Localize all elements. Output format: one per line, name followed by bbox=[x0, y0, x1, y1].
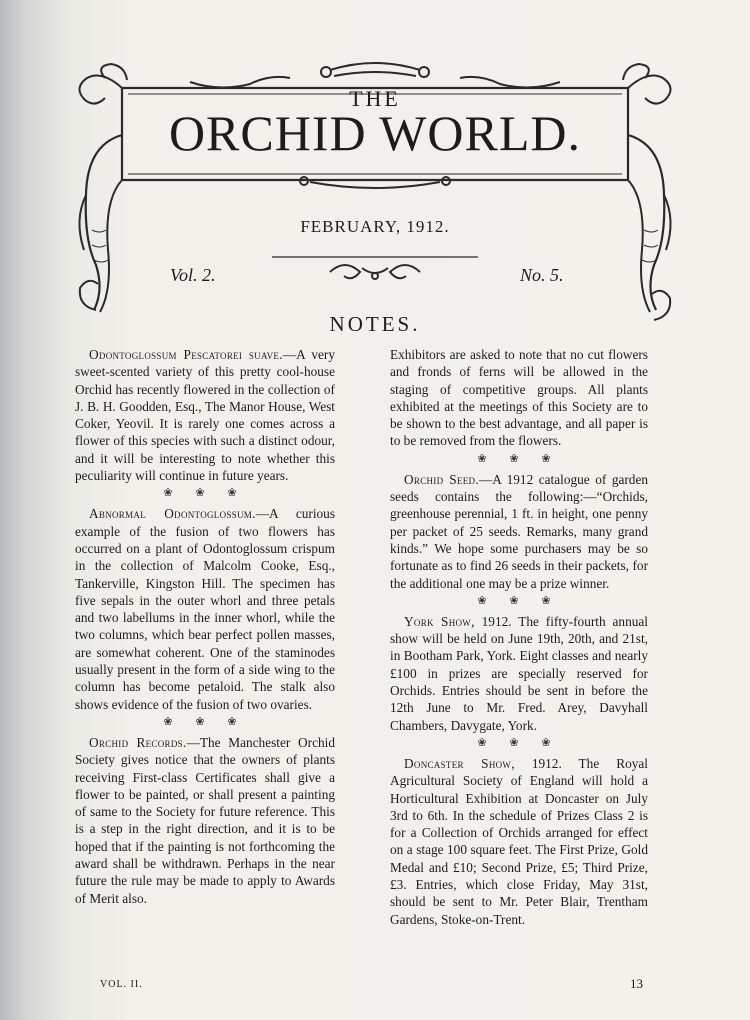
note-lead: Abnormal Odontoglossum. bbox=[89, 506, 256, 522]
note-body: —A 1912 catalogue of garden seeds contains the following:—“Orchids, greenhouse perennial, 1 ft. in height, one penny per packet of 25 seeds. Remarks, many grand kinds.” We hope some purchasers may be so fortunate as to find 26 seeds in their packets, for the additional one may be a prize winner. bbox=[390, 471, 648, 591]
right-column bbox=[390, 346, 648, 928]
note-lead: Orchid Seed. bbox=[404, 471, 479, 487]
note-lead: Doncaster Show, bbox=[404, 755, 515, 771]
section-ornament: ❀ ❀ ❀ bbox=[477, 452, 561, 465]
note-body: —A very sweet-scented variety of this pretty cool-house Orchid has recently flowered in the collection of J. B. H. Goodden, Esq., The Manor House, West Coker, Yeovil. It is rarely one comes across a flower of this species with such a distinct odour, and it will be interesting to note whether this peculiarity will continue in future years. bbox=[75, 347, 336, 484]
section-ornament: ❀ ❀ ❀ bbox=[163, 487, 247, 500]
note-paragraph bbox=[390, 471, 648, 592]
issue-number: No. 5. bbox=[520, 265, 564, 285]
note-body: 1912. The fifty-fourth annual show will be held on June 19th, 20th, and 21st, in Bootham Park, York. Eight classes and nearly £100 in prizes are specially reserved for Orchids. Entries should be sent in before the 12th June to Mr. Fred. Arey, Davyhall Chambers, Davygate, York. bbox=[390, 613, 648, 733]
note-body: 1912. The Royal Agricultural Society of England will hold a Horticultural Exhibition at Doncaster on July 3rd to 6th. In the schedule of Prizes Class 2 is for a Collection of Orchids arranged for effect on a stage 100 square feet. The First Prize, Gold Medal and £10; Second Prize, £5; Third Prize, £3. Entries, which close Friday, May 31st, should be sent to Mr. Peter Blair, Trentham Gardens, Stoke-on-Trent. bbox=[390, 755, 648, 927]
note-paragraph bbox=[75, 734, 335, 907]
left-column bbox=[75, 346, 335, 907]
volume-number: Vol. 2. bbox=[170, 265, 216, 285]
note-paragraph bbox=[390, 346, 648, 450]
note-paragraph bbox=[390, 613, 648, 734]
note-paragraph bbox=[75, 505, 335, 713]
note-lead: Orchid Records. bbox=[89, 734, 187, 750]
note-lead: Odontoglossum Pescatorei suave. bbox=[89, 347, 283, 362]
section-ornament: ❀ ❀ ❀ bbox=[163, 715, 247, 728]
masthead-the: THE bbox=[349, 86, 401, 111]
masthead bbox=[0, 0, 750, 340]
note-paragraph bbox=[390, 755, 648, 928]
section-ornament: ❀ ❀ ❀ bbox=[477, 736, 561, 749]
page-number: 13 bbox=[630, 976, 643, 991]
note-lead: York Show, bbox=[404, 613, 475, 629]
note-body: —A curious example of the fusion of two flowers has occurred on a plant of Odontoglossum crispum in the collection of Malcolm Cooke, Esq., Tankerville, Kingston Hill. The specimen has five sepals in the outer whorl and three petals and two labellums in the inner whorl, while the two columns, which bear perfect pollen masses, are somewhat coherent. One of the staminodes usually present in the form of a side wing to the column has become petaloid. The stalk also shows evidence of the fusion of two ovaries. bbox=[75, 506, 335, 712]
note-paragraph bbox=[75, 346, 335, 484]
issue-date: FEBRUARY, 1912. bbox=[300, 217, 450, 236]
section-ornament: ❀ ❀ ❀ bbox=[477, 594, 561, 607]
note-body: —The Manchester Orchid Society gives notice that the owners of plants receiving First-class Certificates shall give a flower to be painted, or shall present a painting of same to the Society for future reference. This is a step in the right direction, and it is to be hoped that if the painting is not forthcoming the award shall be withdrawn. Perhaps in the near future the rule may be made to apply to Awards of Merit also. bbox=[75, 734, 335, 906]
journal-title: ORCHID WORLD. bbox=[168, 105, 582, 161]
footer-volume: VOL. II. bbox=[100, 979, 143, 990]
section-heading: NOTES. bbox=[329, 312, 421, 336]
note-body: Exhibitors are asked to note that no cut flowers and fronds of ferns will be allowed in the staging of competitive groups. All plants exhibited at the meetings of this Society are to be shown to the best advantage, and all paper is to be removed from the flowers. bbox=[390, 347, 648, 449]
scroll-banner-ornament bbox=[0, 0, 750, 340]
